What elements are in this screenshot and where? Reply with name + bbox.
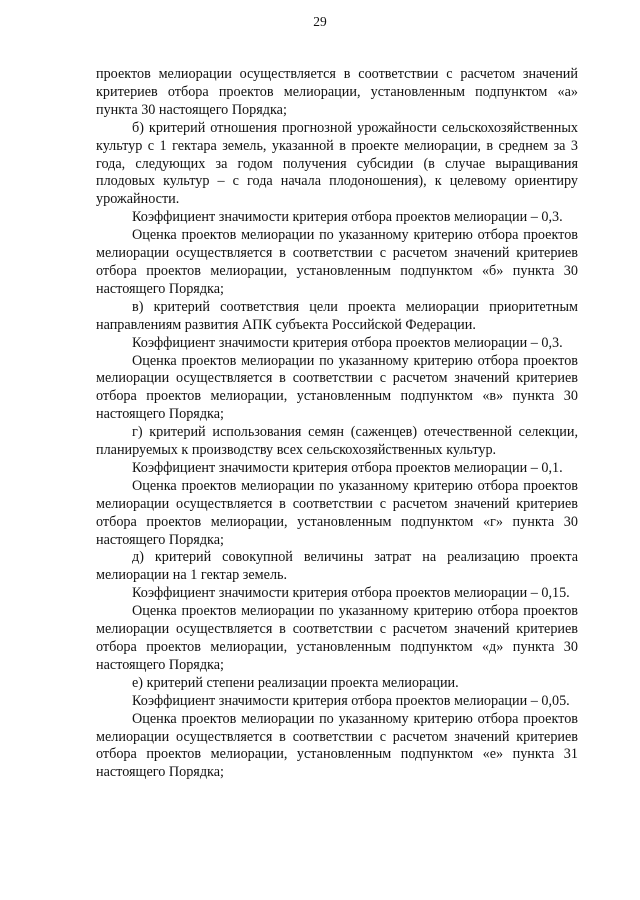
paragraph: Оценка проектов мелиорации по указанному критерию отбора проектов мелиорации осуществляется в соответствии с расчетом значений критериев отбора проектов мелиорации, установленным подпунктом «б» пункта 30 настоящего Порядка; xyxy=(96,227,578,297)
paragraph: Коэффициент значимости критерия отбора проектов мелиорации – 0,3. xyxy=(132,209,563,226)
paragraph: Оценка проектов мелиорации по указанному критерию отбора проектов мелиорации осуществляется в соответствии с расчетом значений критериев отбора проектов мелиорации, установленным подпунктом «г» пункта 30 настоящего Порядка; xyxy=(96,477,578,548)
paragraph: Оценка проектов мелиорации по указанному критерию отбора проектов мелиорации осуществляется в соответствии с расчетом значений критериев отбора проектов мелиорации, установленным подпунктом «д» пункта 30 настоящего Порядка; xyxy=(96,603,578,673)
paragraph: в) критерий соответствия цели проекта мелиорации приоритетным направлениям развития АПК субъекта Российской Федерации. xyxy=(96,298,578,333)
paragraph: проектов мелиорации осуществляется в соответствии с расчетом значений критериев отбора проектов мелиорации, установленным подпунктом «а» пункта 30 настоящего Порядка; xyxy=(96,66,578,118)
paragraph: г) критерий использования семян (саженцев) отечественной селекции, планируемых к производству всех сельскохозяйственных культур. xyxy=(96,424,578,459)
paragraph: Коэффициент значимости критерия отбора проектов мелиорации – 0,1. xyxy=(132,459,563,476)
paragraph: Коэффициент значимости критерия отбора проектов мелиорации – 0,15. xyxy=(132,585,570,602)
paragraph: е) критерий степени реализации проекта мелиорации. xyxy=(132,674,459,691)
paragraph: Коэффициент значимости критерия отбора проектов мелиорации – 0,3. xyxy=(132,334,563,351)
paragraph: б) критерий отношения прогнозной урожайности сельскохозяйственных культур с 1 гектара земель, указанной в проекте мелиорации, в среднем за 3 года, следующих за годом получения субсидии (в случае выращивания плодовых культур – с года начала плодоношения), к целевому ориентиру урожайности. xyxy=(96,119,578,208)
page-number: 29 xyxy=(313,14,327,29)
paragraph: д) критерий совокупной величины затрат на реализацию проекта мелиорации на 1 гектар земель. xyxy=(96,549,578,584)
document-body xyxy=(96,66,578,782)
paragraph: Коэффициент значимости критерия отбора проектов мелиорации – 0,05. xyxy=(132,692,570,709)
paragraph: Оценка проектов мелиорации по указанному критерию отбора проектов мелиорации осуществляется в соответствии с расчетом значений критериев отбора проектов мелиорации, установленным подпунктом «е» пункта 31 настоящего Порядка; xyxy=(96,710,578,781)
paragraph: Оценка проектов мелиорации по указанному критерию отбора проектов мелиорации осуществляется в соответствии с расчетом значений критериев отбора проектов мелиорации, установленным подпунктом «в» пункта 30 настоящего Порядка; xyxy=(96,352,578,423)
